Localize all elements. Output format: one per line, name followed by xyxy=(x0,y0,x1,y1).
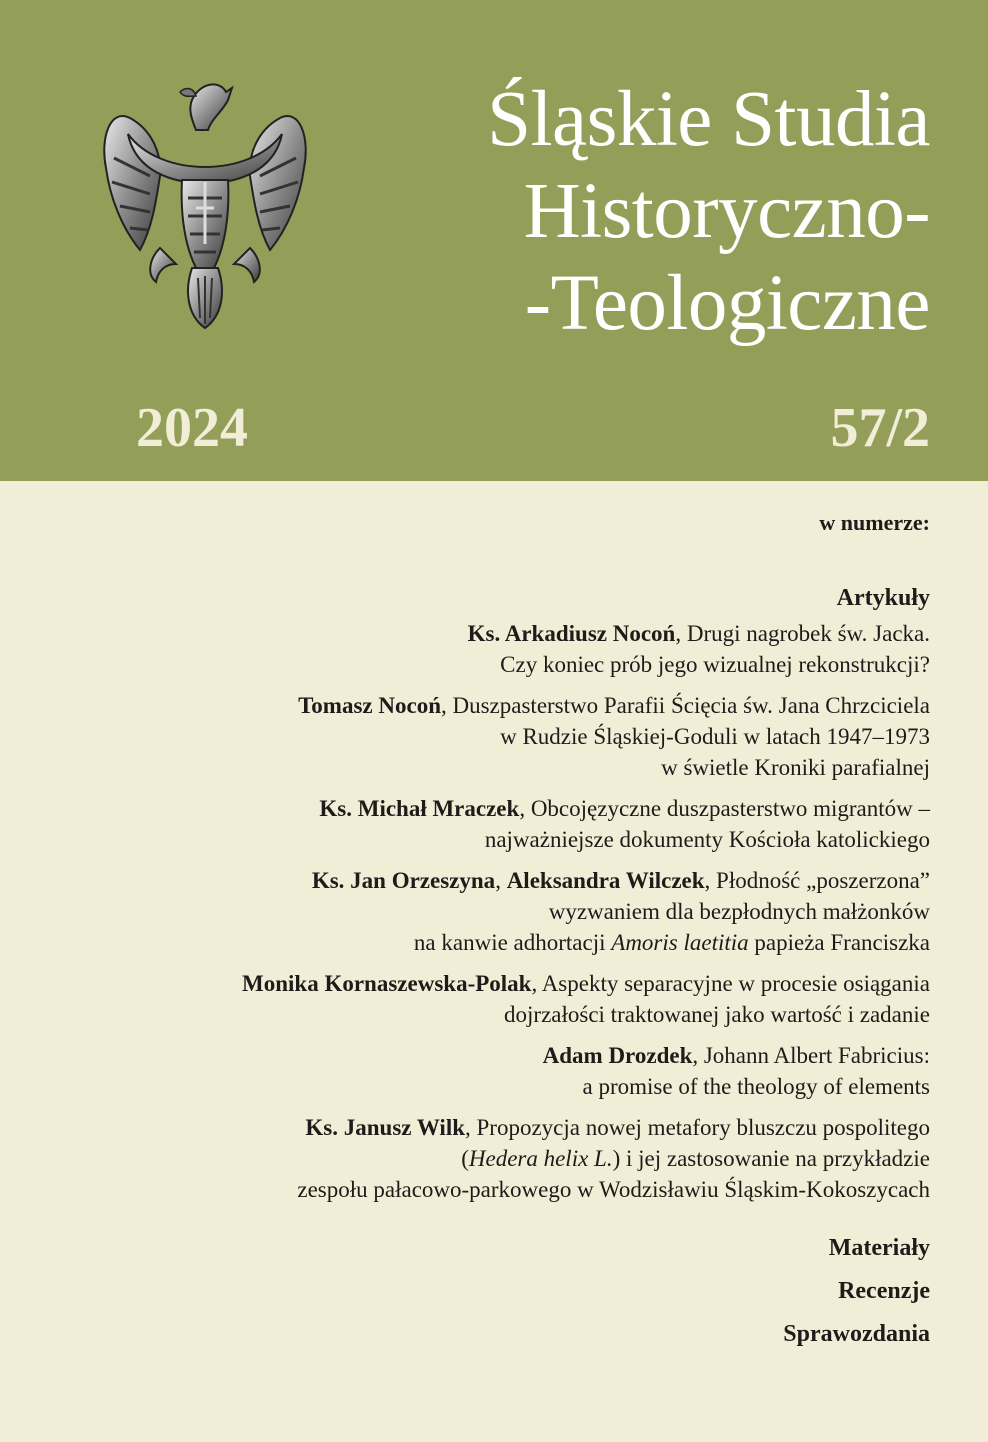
article-title-text: dojrzałości traktowanej jako wartość i zadanie xyxy=(504,1002,930,1027)
article-entry xyxy=(40,1040,930,1102)
article-entry xyxy=(40,618,930,680)
article-title-text: w Rudzie Śląskiej-Goduli w latach 1947–1973 xyxy=(500,724,930,749)
article-title-text: , Duszpasterstwo Parafii Ścięcia św. Jana Chrzciciela xyxy=(441,693,930,718)
article-title-text: wyzwaniem dla bezpłodnych małżonków xyxy=(548,899,930,924)
journal-title-line: Historyczno- xyxy=(523,168,930,255)
section-materials: Materiały xyxy=(828,1235,930,1261)
article-author: Ks. Janusz Wilk xyxy=(305,1115,465,1140)
article-author: Aleksandra Wilczek xyxy=(506,868,705,893)
article-title-text: w świetle Kroniki parafialnej xyxy=(661,755,930,780)
article-entry xyxy=(40,865,930,958)
publication-year: 2024 xyxy=(136,397,248,459)
article-title-text: , Drugi nagrobek św. Jacka. xyxy=(675,621,930,646)
issue-number: 57/2 xyxy=(830,397,930,459)
article-title-text: , xyxy=(495,868,507,893)
cover-header xyxy=(0,0,988,481)
article-title-text: a promise of the theology of elements xyxy=(582,1074,930,1099)
journal-title xyxy=(310,74,930,350)
article-title-text: zespołu pałacowo-parkowego w Wodzisławiu Śląskim-Kokoszycach xyxy=(297,1177,930,1202)
article-entry xyxy=(40,968,930,1030)
article-title-text: , Propozycja nowej metafory bluszczu pospolitego xyxy=(465,1115,930,1140)
article-title-text: papieża Franciszka xyxy=(748,930,930,955)
article-title-text: ( xyxy=(461,1146,469,1171)
article-title-text: , Obcojęzyczne duszpasterstwo migrantów – xyxy=(519,796,930,821)
article-author: Ks. Arkadiusz Nocoń xyxy=(467,621,676,646)
article-title-text: , Płodność „poszerzona” xyxy=(704,868,930,893)
article-author: Ks. Jan Orzeszyna xyxy=(311,868,496,893)
article-author: Tomasz Nocoń xyxy=(298,693,441,718)
section-heading-articles: Artykuły xyxy=(836,585,930,611)
article-entry xyxy=(40,793,930,855)
article-title-italic: Hedera helix L. xyxy=(468,1146,613,1171)
article-title-text: na kanwie adhortacji xyxy=(413,930,612,955)
other-sections xyxy=(40,1227,930,1356)
article-title-text: najważniejsze dokumenty Kościoła katolickiego xyxy=(484,827,930,852)
article-entry xyxy=(40,1112,930,1205)
eagle-emblem-icon xyxy=(100,78,310,330)
section-reports: Sprawozdania xyxy=(783,1321,930,1347)
article-title-text: , Aspekty separacyjne w procesie osiągania xyxy=(531,971,930,996)
table-of-contents xyxy=(40,510,930,1356)
article-entry xyxy=(40,690,930,783)
article-title-text: , Johann Albert Fabricius: xyxy=(692,1043,930,1068)
journal-title-line: Śląskie Studia xyxy=(487,76,930,163)
article-author: Adam Drozdek xyxy=(542,1043,693,1068)
journal-title-line: -Teologiczne xyxy=(524,260,930,347)
article-author: Ks. Michał Mraczek xyxy=(319,796,520,821)
article-title-italic: Amoris laetitia xyxy=(611,930,749,955)
article-title-text: ) i jej zastosowanie na przykładzie xyxy=(612,1146,930,1171)
section-reviews: Recenzje xyxy=(838,1278,930,1304)
in-issue-label: w numerze: xyxy=(819,510,930,535)
article-author: Monika Kornaszewska-Polak xyxy=(242,971,532,996)
article-title-text: Czy koniec prób jego wizualnej rekonstrukcji? xyxy=(500,652,930,677)
